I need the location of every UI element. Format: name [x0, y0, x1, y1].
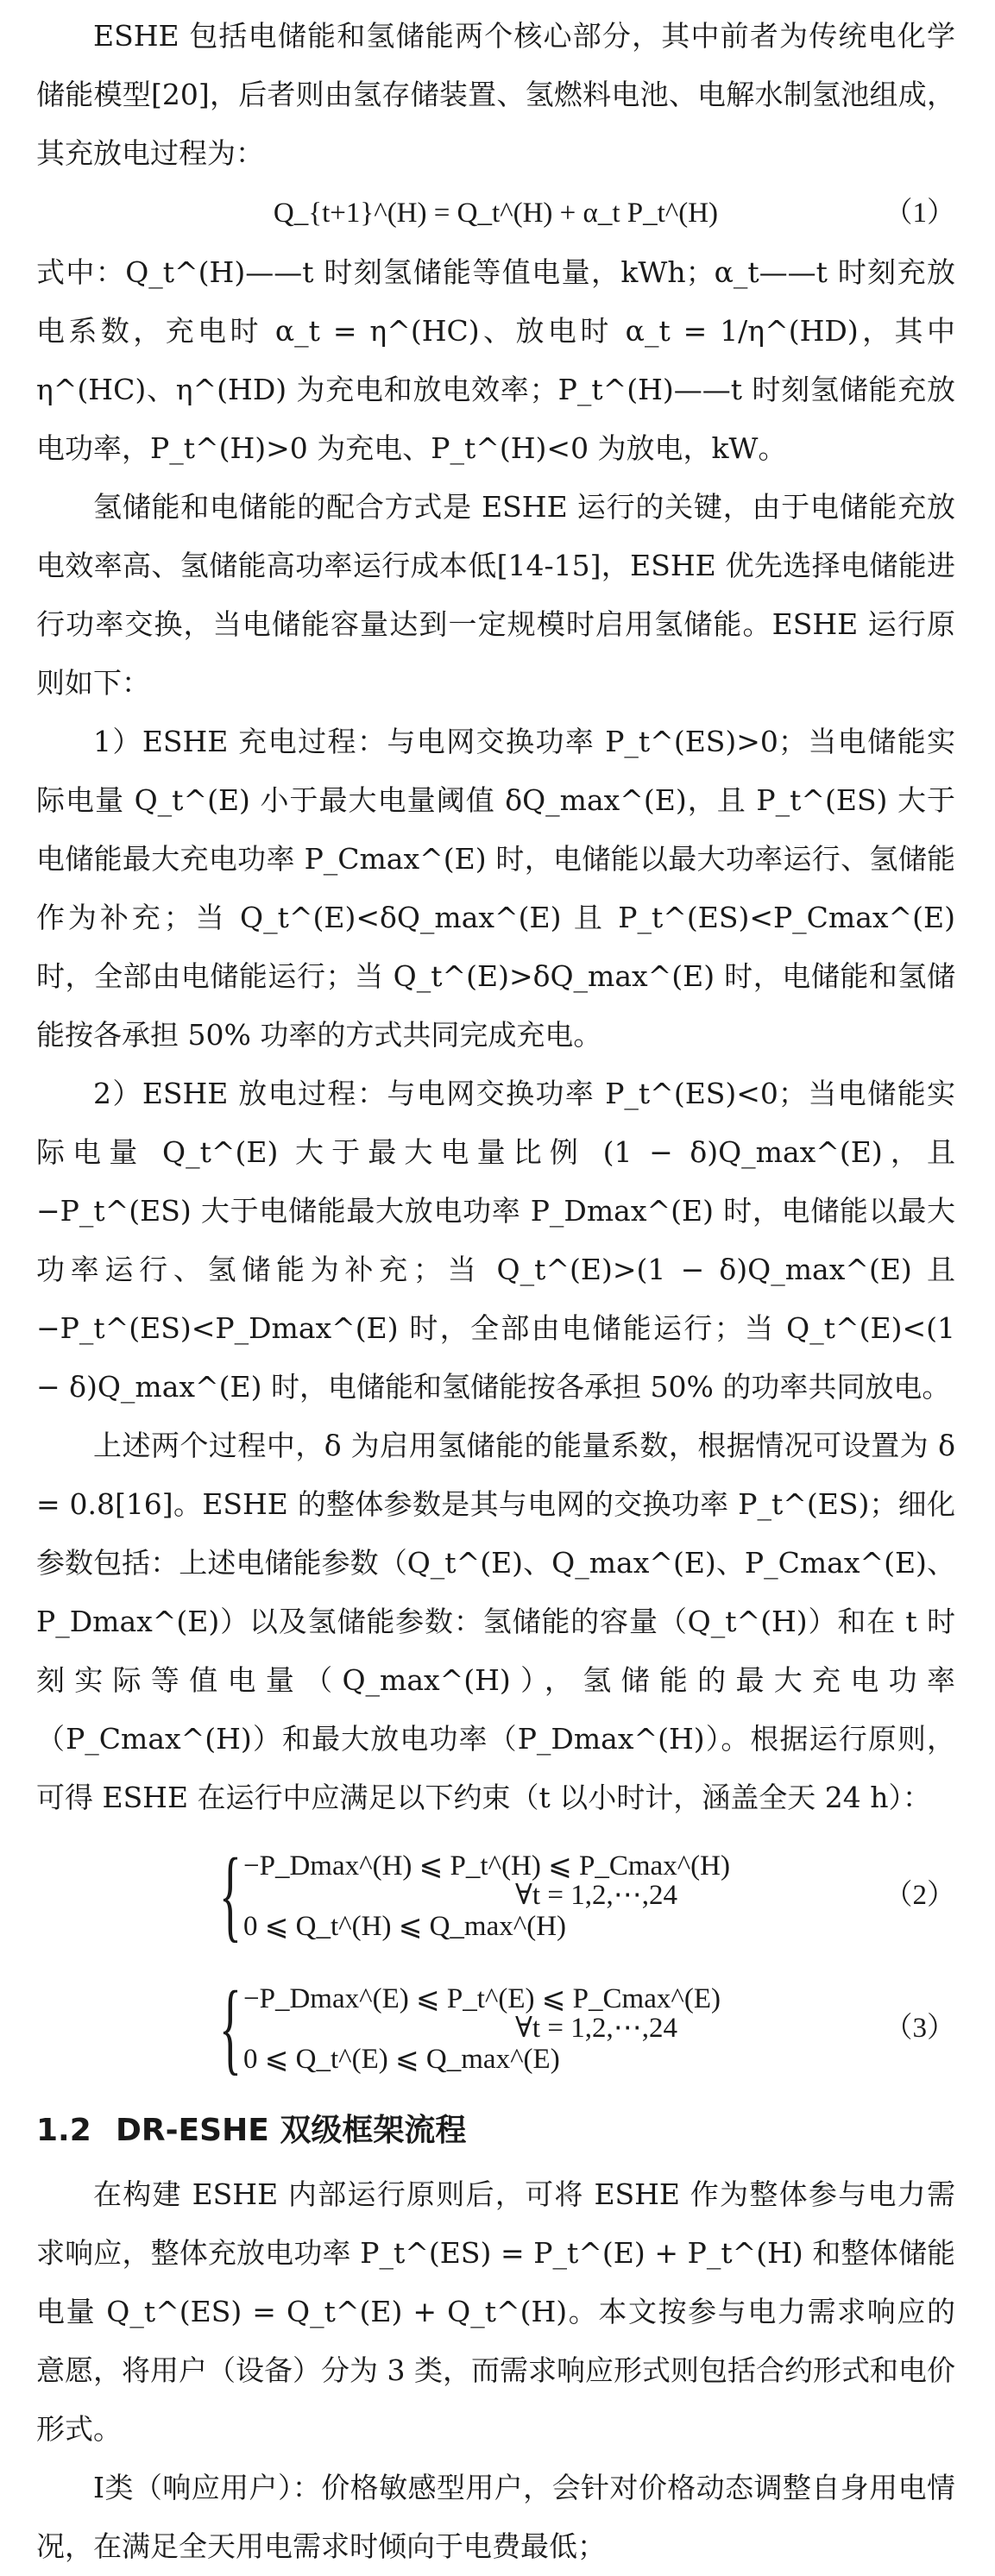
paragraph-dr-framework — [36, 2165, 955, 2459]
paragraph-parameters — [36, 1417, 955, 1827]
section-title: DR-ESHE 双级框架流程 — [116, 2113, 467, 2148]
equation-3-brace: { — [219, 1970, 242, 2084]
paragraph-class-one-users-text: Ⅰ类（响应用户）：价格敏感型用户，会针对价格动态调整自身用电情况，在满足全天用电需求时倾向于电费最低； — [36, 2471, 955, 2563]
paragraph-dr-framework-text: 在构建 ESHE 内部运行原则后，可将 ESHE 作为整体参与电力需求响应，整体充放电功率 P_t^(ES) = P_t^(E) + P_t^(H) 和整体储能电量 Q_t^(ES) = Q_t^(E) + Q_t^(H)。本文按参与电力需求响应的意愿，将用户（设备）分为 3 类，而需求响应形式则包括合约形式和电价形式。 — [36, 2177, 955, 2446]
equation-2-row-1: −P_Dmax^(H) ⩽ P_t^(H) ⩽ P_Cmax^(H) — [243, 1850, 730, 1882]
equation-3-row-1: −P_Dmax^(E) ⩽ P_t^(E) ⩽ P_Cmax^(E) — [243, 1983, 721, 2014]
equation-2 — [36, 1832, 955, 1960]
equation-3-number: （3） — [884, 2013, 955, 2044]
paragraph-charging-process — [36, 713, 955, 1065]
equation-1 — [36, 183, 955, 243]
paragraph-eshe-intro — [36, 7, 955, 183]
equation-3 — [36, 1965, 955, 2093]
paragraph-eshe-intro-text: ESHE 包括电储能和氢储能两个核心部分，其中前者为传统电化学储能模型[20]，后者则由氢存储装置、氢燃料电池、电解水制氢池组成，其充放电过程为： — [36, 19, 955, 170]
equation-2-brace: { — [219, 1837, 242, 1951]
paragraph-discharging-process-text: 2）ESHE 放电过程：与电网交换功率 P_t^(ES)<0；当电储能实际电量 Q_t^(E) 大于最大电量比例 (1 − δ)Q_max^(E)，且−P_t^(ES) 大于电储能最大放电功率 P_Dmax^(E) 时，电储能以最大功率运行、氢储能为补充；当 Q_t^(E)>(1 − δ)Q_max^(E) 且−P_t^(ES)<P_Dmax^(E) 时，全部由电储能运行；当 Q_t^(E)<(1 − δ)Q_max^(E) 时，电储能和氢储能按各承担 50% 的功率共同放电。 — [36, 1077, 955, 1404]
equation-2-quantifier: ∀t = 1,2,⋯,24 — [515, 1880, 677, 1911]
paragraph-coordination — [36, 478, 955, 713]
paragraph-charging-process-text: 1）ESHE 充电过程：与电网交换功率 P_t^(ES)>0；当电储能实际电量 Q_t^(E) 小于最大电量阈值 δQ_max^(E)，且 P_t^(ES) 大于电储能最大充电功率 P_Cmax^(E) 时，电储能以最大功率运行、氢储能作为补充；当 Q_t^(E)<δQ_max^(E) 且 P_t^(ES)<P_Cmax^(E) 时，全部由电储能运行；当 Q_t^(E)>δQ_max^(E) 时，电储能和氢储能按各承担 50% 功率的方式共同完成充电。 — [36, 725, 955, 1052]
equation-3-quantifier: ∀t = 1,2,⋯,24 — [515, 2013, 677, 2044]
paragraph-class-one-users — [36, 2459, 955, 2576]
section-number: 1.2 — [36, 2113, 91, 2148]
equation-3-row-2: 0 ⩽ Q_t^(E) ⩽ Q_max^(E) — [243, 2044, 560, 2075]
equation-1-number: （1） — [884, 198, 955, 229]
section-heading — [36, 2098, 955, 2164]
equation-2-row-2: 0 ⩽ Q_t^(H) ⩽ Q_max^(H) — [243, 1911, 567, 1942]
paragraph-parameters-text: 上述两个过程中，δ 为启用氢储能的能量系数，根据情况可设置为 δ = 0.8[16]。ESHE 的整体参数是其与电网的交换功率 P_t^(ES)；细化参数包括：上述电储能参数（Q_t^(E)、Q_max^(E)、P_Cmax^(E)、P_Dmax^(E)）以及氢储能参数：氢储能的容量（Q_t^(H)）和在 t 时刻实际等值电量（Q_max^(H)），氢储能的最大充电功率（P_Cmax^(H)）和最大放电功率（P_Dmax^(H)）。根据运行原则，可得 ESHE 在运行中应满足以下约束（t 以小时计，涵盖全天 24 h）： — [36, 1429, 955, 1814]
equation-1-body: Q_{t+1}^(H) = Q_t^(H) + α_t P_t^(H) — [273, 198, 719, 229]
equation-2-number: （2） — [884, 1880, 955, 1911]
paragraph-coordination-text: 氢储能和电储能的配合方式是 ESHE 运行的关键，由于电储能充放电效率高、氢储能高功率运行成本低[14-15]，ESHE 优先选择电储能进行功率交换，当电储能容量达到一定规模时启用氢储能。ESHE 运行原则如下： — [36, 490, 955, 700]
paragraph-discharging-process — [36, 1065, 955, 1417]
paragraph-variable-definitions-text: 式中：Q_t^(H)——t 时刻氢储能等值电量，kWh；α_t——t 时刻充放电系数，充电时 α_t = η^(HC)、放电时 α_t = 1/η^(HD)，其中 η^(HC)、η^(HD) 为充电和放电效率；P_t^(H)——t 时刻氢储能充放电功率，P_t^(H)>0 为充电、P_t^(H)<0 为放电，kW。 — [36, 255, 955, 465]
paragraph-variable-definitions — [36, 243, 955, 478]
